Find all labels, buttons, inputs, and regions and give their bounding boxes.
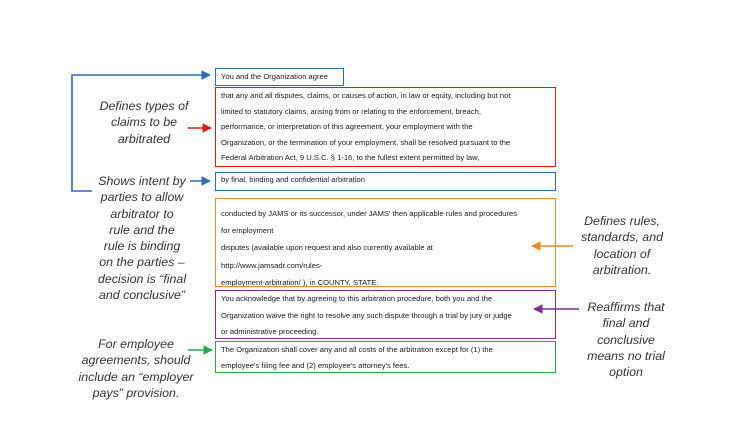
clause-binding-box — [215, 172, 556, 191]
note-line: arbitrated — [117, 131, 171, 146]
clause-text: Organization waive the right to resolve any such dispute through a trial by jury or judge — [221, 310, 512, 320]
clause-text: by final, binding and confidential arbitration — [221, 175, 365, 184]
note-line: arbitrator to — [110, 206, 174, 221]
clause-costs-box — [215, 341, 556, 373]
note-line: decision is “final — [97, 271, 187, 286]
clause-text: performance, or interpretation of this agreement, your employment with the — [221, 122, 473, 132]
note-intent — [83, 173, 201, 303]
clause-claim-types-box — [215, 87, 556, 167]
clause-rules-box — [215, 198, 556, 287]
note-line: location of — [593, 246, 651, 261]
note-line: arbitration. — [592, 262, 652, 277]
note-line: on the parties – — [99, 255, 185, 270]
note-line: option — [609, 365, 643, 380]
note-line: agreements, should — [81, 353, 191, 368]
note-claim-types — [88, 98, 200, 147]
note-line: pays” provision. — [92, 385, 180, 400]
clause-text: conducted by JAMS or its successor, under JAMS' then applicable rules and procedures — [221, 209, 518, 218]
clause-text: You acknowledge that by agreeing to this arbitration procedure, both you and the — [221, 294, 493, 303]
clause-text: limited to statutory claims, arising from or relating to the enforcement, breach, — [221, 106, 481, 116]
note-line: standards, and — [581, 230, 663, 245]
note-line: Defines rules, — [584, 214, 660, 228]
clause-text: for employment — [221, 226, 274, 236]
clause-text: or administrative proceeding. — [221, 327, 319, 336]
note-no-trial — [578, 299, 674, 380]
clause-text: Organization, or the termination of your employment, shall be resolved pursuant to the — [221, 137, 511, 147]
note-line: conclusive — [597, 332, 655, 347]
note-line: Defines types of — [99, 99, 189, 113]
note-line: parties to allow — [100, 190, 184, 205]
clause-text: employment-arbitration/ ), in COUNTY, STATE. — [221, 277, 379, 287]
clause-text: Federal Arbitration Act, 9 U.S.C. § 1-16, to the fullest extent permitted by law, — [221, 153, 480, 163]
note-line: For employee — [98, 337, 174, 351]
clause-text: http://www.jamsadr.com/rules- — [221, 260, 323, 270]
note-line: Shows intent by — [98, 174, 186, 188]
note-line: include an “employer — [78, 369, 194, 384]
clause-waiver-box — [215, 290, 556, 339]
note-line: Reaffirms that — [587, 300, 665, 314]
note-line: and conclusive” — [98, 288, 186, 303]
clause-text: You and the Organization agree — [221, 72, 328, 81]
note-line: rule is binding — [103, 239, 181, 254]
note-line: rule and the — [109, 222, 175, 237]
clause-agree-box — [215, 68, 344, 86]
note-employer-pays — [70, 336, 202, 401]
clause-text: The Organization shall cover any and all costs of the arbitration except for (1) the — [221, 345, 493, 354]
clause-text: disputes (available upon request and also currently available at — [221, 243, 433, 253]
note-rules — [572, 213, 672, 278]
note-line: means no trial — [587, 348, 665, 363]
note-line: claims to be — [110, 115, 178, 130]
clause-text: that any and all disputes, claims, or causes of action, in law or equity, including but not — [221, 91, 511, 100]
clause-text: employee's filing fee and (2) employee's attorney's fees. — [221, 360, 410, 370]
note-line: final and — [602, 316, 650, 331]
